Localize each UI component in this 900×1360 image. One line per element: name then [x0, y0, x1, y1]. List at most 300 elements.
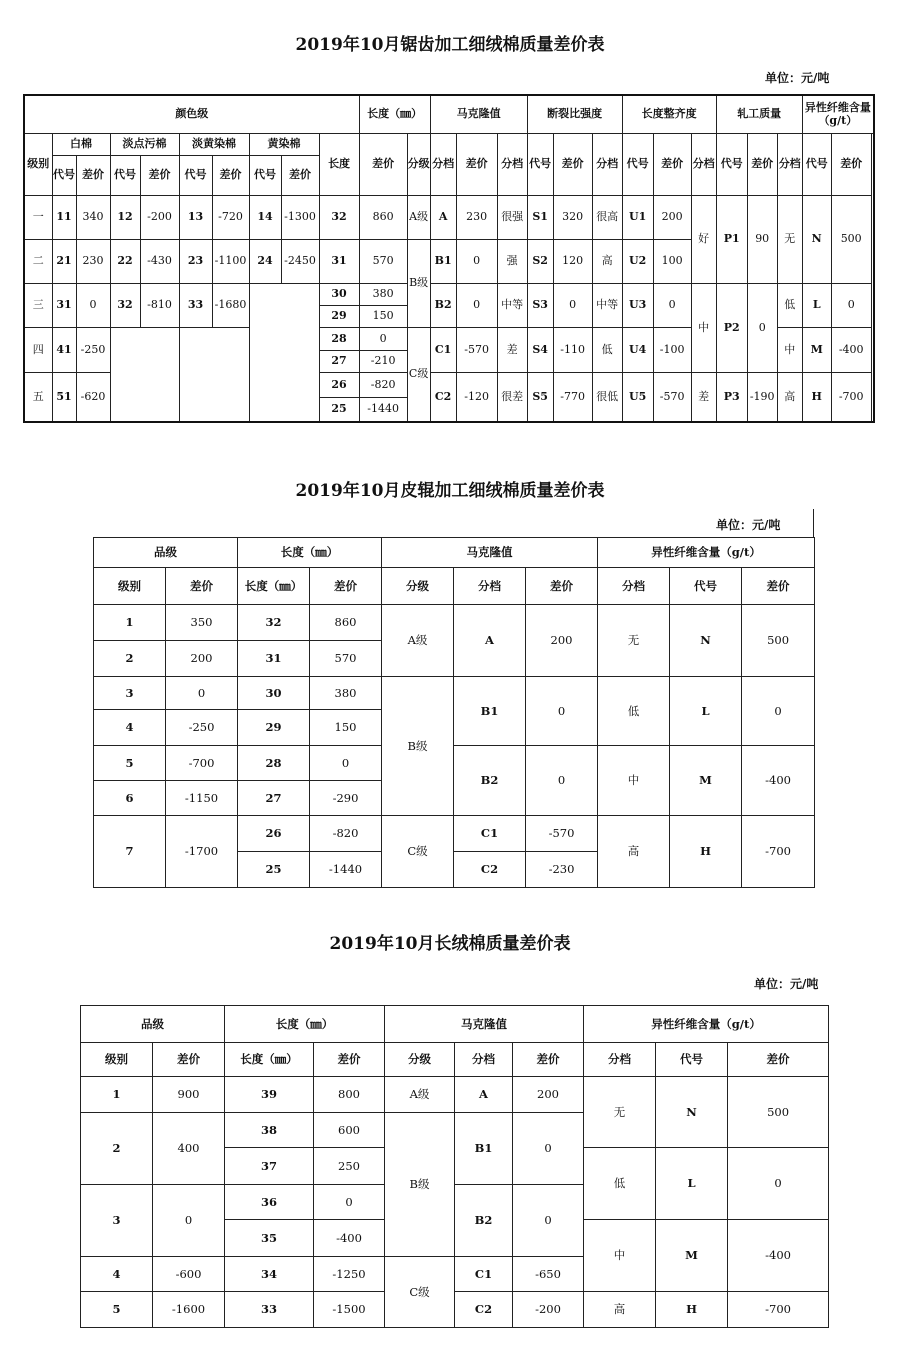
- mic-tier: A: [455, 1077, 513, 1113]
- ff-tier-header: 分档: [777, 133, 802, 195]
- length-value: 33: [225, 1292, 314, 1328]
- micronaire-header: 马克隆值: [385, 1006, 584, 1043]
- grade-cell: 5: [81, 1292, 153, 1328]
- length-group-header: 长度（㎜）: [225, 1006, 385, 1043]
- roller-gin-price-table: [93, 537, 815, 888]
- ff-diff: -700: [742, 816, 815, 888]
- mic-diff: 0: [526, 746, 598, 816]
- ly-code: 33: [179, 283, 212, 327]
- uni-diff: -100: [653, 327, 691, 372]
- ly-diff: -1100: [212, 239, 249, 283]
- grade-group-header: 品级: [81, 1006, 225, 1043]
- header-row-1: [24, 95, 874, 133]
- grade-cell: 2: [94, 641, 166, 677]
- ly-code-header: 代号: [179, 155, 212, 195]
- mic-class-header: 分级: [385, 1043, 455, 1077]
- y-code-header: 代号: [249, 155, 281, 195]
- y-diff-header: 差价: [281, 155, 319, 195]
- ff-code: L: [656, 1148, 728, 1220]
- y-code: 24: [249, 239, 281, 283]
- white-diff: 0: [76, 283, 110, 327]
- grade-diff: 0: [153, 1185, 225, 1257]
- ly-diff-header: 差价: [212, 155, 249, 195]
- ly-diff: -720: [212, 195, 249, 239]
- length-value: 30: [319, 283, 359, 305]
- str-diff: -770: [553, 372, 592, 422]
- str-tier: 很强: [497, 195, 527, 239]
- uni-diff: -570: [653, 372, 691, 422]
- ff-diff: 500: [742, 605, 815, 677]
- mic-diff: 0: [456, 239, 497, 283]
- length-value: 29: [238, 710, 310, 746]
- uni-diff: 0: [653, 283, 691, 327]
- grade-cell: 二: [24, 239, 52, 283]
- mic-class: C级: [385, 1257, 455, 1328]
- mic-tier: C2: [430, 372, 456, 422]
- mic-class-header: 分级: [407, 133, 430, 195]
- strength-header: 断裂比强度: [527, 95, 622, 133]
- length-diff: 150: [310, 710, 382, 746]
- length-value: 27: [319, 350, 359, 372]
- grade-cell: 2: [81, 1113, 153, 1185]
- ff-diff: 0: [831, 283, 871, 327]
- length-diff: 570: [359, 239, 407, 283]
- gin-tier: 差: [691, 372, 716, 422]
- ff-tier-header: 分档: [598, 568, 670, 605]
- ff-tier: 高: [584, 1292, 656, 1328]
- mic-tier: B2: [455, 1185, 513, 1257]
- gin-code: P1: [716, 195, 747, 283]
- length-value: 39: [225, 1077, 314, 1113]
- str-code-header: 代号: [527, 133, 553, 195]
- ff-diff: -700: [831, 372, 871, 422]
- ff-tier: 高: [777, 372, 802, 422]
- ff-diff: -400: [831, 327, 871, 372]
- mic-diff: 0: [526, 677, 598, 746]
- ff-code: H: [670, 816, 742, 888]
- white-diff: 340: [76, 195, 110, 239]
- length-group-header: 长度（㎜）: [238, 538, 382, 568]
- length-diff: 150: [359, 305, 407, 327]
- length-diff: 250: [314, 1148, 385, 1185]
- mic-diff: -230: [526, 852, 598, 888]
- header-row-2: [24, 133, 874, 155]
- ff-diff: 500: [831, 195, 871, 283]
- doc1-unit: 单位：元/吨: [765, 71, 830, 85]
- uni-code: U1: [622, 195, 653, 239]
- mic-diff: 200: [526, 605, 598, 677]
- ginning-header: 轧工质量: [716, 95, 802, 133]
- length-diff: -1440: [310, 852, 382, 888]
- table-row: [94, 746, 815, 781]
- length-value: 31: [319, 239, 359, 283]
- ff-tier: 无: [598, 605, 670, 677]
- gin-diff: 0: [747, 283, 777, 372]
- table-row: [94, 677, 815, 710]
- length-diff-header: 差价: [359, 133, 407, 195]
- spot-code: 22: [110, 239, 140, 283]
- ff-code: M: [670, 746, 742, 816]
- spot-diff: -810: [140, 283, 179, 327]
- y-diff: -2450: [281, 239, 319, 283]
- gin-diff-header: 差价: [747, 133, 777, 195]
- uni-code: U3: [622, 283, 653, 327]
- mic-class: C级: [382, 816, 454, 888]
- str-tier: 中等: [497, 283, 527, 327]
- grade-diff: 200: [166, 641, 238, 677]
- length-header: 长度（㎜）: [359, 95, 430, 133]
- table-row: [94, 605, 815, 641]
- grade-cell: 5: [94, 746, 166, 781]
- length-value: 32: [319, 195, 359, 239]
- spot-diff-header: 差价: [140, 155, 179, 195]
- mic-diff-header: 差价: [526, 568, 598, 605]
- str-tier: 强: [497, 239, 527, 283]
- length-col-header: 长度（㎜）: [225, 1043, 314, 1077]
- ff-tier-header: 分档: [584, 1043, 656, 1077]
- mic-class: A级: [385, 1077, 455, 1113]
- ff-code: L: [670, 677, 742, 746]
- str-code: S2: [527, 239, 553, 283]
- gin-code: P2: [716, 283, 747, 372]
- grade-cell: 一: [24, 195, 52, 239]
- ff-tier: 低: [584, 1148, 656, 1220]
- length-diff: -820: [310, 816, 382, 852]
- ff-code: N: [802, 195, 831, 283]
- ff-tier: 无: [777, 195, 802, 283]
- length-diff: 380: [310, 677, 382, 710]
- ff-tier: 高: [598, 816, 670, 888]
- length-value: 28: [238, 746, 310, 781]
- doc2-title: 2019年10月皮辊加工细绒棉质量差价表: [295, 481, 605, 501]
- mic-diff: -120: [456, 372, 497, 422]
- table-row: [94, 816, 815, 852]
- length-diff: 860: [359, 195, 407, 239]
- mic-diff-header: 差价: [513, 1043, 584, 1077]
- length-col-header: 长度（㎜）: [238, 568, 310, 605]
- mic-diff: 0: [513, 1113, 584, 1185]
- mic-class: B级: [407, 239, 430, 327]
- grade-diff-header: 差价: [153, 1043, 225, 1077]
- micronaire-header: 马克隆值: [430, 95, 527, 133]
- doc2-unit: 单位：元/吨: [716, 518, 781, 532]
- mic-diff: -200: [513, 1292, 584, 1328]
- foreign-fiber-header: 异性纤维含量（g/t）: [584, 1006, 829, 1043]
- length-value: 35: [225, 1220, 314, 1257]
- str-diff-header: 差价: [553, 133, 592, 195]
- gin-tier-header: 分档: [691, 133, 716, 195]
- grade-cell: 五: [24, 372, 52, 422]
- white-diff: -620: [76, 372, 110, 422]
- length-value: 27: [238, 781, 310, 816]
- doc1-title: 2019年10月锯齿加工细绒棉质量差价表: [295, 35, 605, 55]
- mic-tier-header: 分档: [454, 568, 526, 605]
- grade-header: 级别: [94, 568, 166, 605]
- mic-tier-header: 分档: [455, 1043, 513, 1077]
- grade-diff: -700: [166, 746, 238, 781]
- grade-header: 级别: [24, 133, 52, 195]
- mic-tier: C2: [455, 1292, 513, 1328]
- mic-diff-header: 差价: [456, 133, 497, 195]
- length-diff-header: 差价: [314, 1043, 385, 1077]
- doc3-title: 2019年10月长绒棉质量差价表: [329, 934, 571, 954]
- table-row: [24, 283, 874, 305]
- grade-diff: -1600: [153, 1292, 225, 1328]
- uni-tier-header: 分档: [592, 133, 622, 195]
- mic-diff: -570: [456, 327, 497, 372]
- ff-tier: 无: [584, 1077, 656, 1148]
- color-grade-header: 颜色级: [24, 95, 359, 133]
- ff-code: M: [802, 327, 831, 372]
- mic-tier: B1: [430, 239, 456, 283]
- uniformity-header: 长度整齐度: [622, 95, 716, 133]
- length-value: 26: [238, 816, 310, 852]
- mic-tier: A: [430, 195, 456, 239]
- length-diff: 570: [310, 641, 382, 677]
- grade-cell: 三: [24, 283, 52, 327]
- yellow-header: 黄染棉: [249, 133, 319, 155]
- length-diff: 600: [314, 1113, 385, 1148]
- grade-cell: 四: [24, 327, 52, 372]
- mic-tier: C1: [430, 327, 456, 372]
- empty-cell: [110, 327, 179, 422]
- white-code: 41: [52, 327, 76, 372]
- light-yellow-header: 淡黄染棉: [179, 133, 249, 155]
- length-value: 36: [225, 1185, 314, 1220]
- length-diff: 0: [314, 1185, 385, 1220]
- length-value: 32: [238, 605, 310, 641]
- mic-diff: 0: [456, 283, 497, 327]
- length-diff-header: 差价: [310, 568, 382, 605]
- gin-diff: 90: [747, 195, 777, 283]
- white-code: 11: [52, 195, 76, 239]
- ff-tier: 中: [584, 1220, 656, 1292]
- ff-code: L: [802, 283, 831, 327]
- doc2-unit-divider: [813, 509, 814, 537]
- gin-code: P3: [716, 372, 747, 422]
- grade-diff: -1150: [166, 781, 238, 816]
- grade-diff-header: 差价: [166, 568, 238, 605]
- length-diff: -1500: [314, 1292, 385, 1328]
- spot-code: 12: [110, 195, 140, 239]
- light-spot-header: 淡点污棉: [110, 133, 179, 155]
- gin-diff: -190: [747, 372, 777, 422]
- uni-tier: 低: [592, 327, 622, 372]
- ff-code-header: 代号: [802, 133, 831, 195]
- uni-code-header: 代号: [622, 133, 653, 195]
- white-code-header: 代号: [52, 155, 76, 195]
- length-value: 25: [319, 397, 359, 422]
- mic-tier: A: [454, 605, 526, 677]
- ly-code: 23: [179, 239, 212, 283]
- grade-diff: 400: [153, 1113, 225, 1185]
- spot-diff: -200: [140, 195, 179, 239]
- length-diff: -820: [359, 372, 407, 397]
- white-diff: 230: [76, 239, 110, 283]
- length-value: 26: [319, 372, 359, 397]
- white-cotton-header: 白棉: [52, 133, 110, 155]
- mic-tier: B1: [454, 677, 526, 746]
- mic-class: A级: [382, 605, 454, 677]
- ff-diff: 0: [742, 677, 815, 746]
- grade-cell: 1: [94, 605, 166, 641]
- ff-code-header: 代号: [670, 568, 742, 605]
- str-diff: 120: [553, 239, 592, 283]
- mic-class: C级: [407, 327, 430, 422]
- grade-cell: 3: [81, 1185, 153, 1257]
- ff-tier: 低: [777, 283, 802, 327]
- gin-tier: 中: [691, 283, 716, 372]
- white-diff-header: 差价: [76, 155, 110, 195]
- length-value: 37: [225, 1148, 314, 1185]
- mic-class: B级: [385, 1113, 455, 1257]
- grade-cell: 4: [94, 710, 166, 746]
- grade-header: 级别: [81, 1043, 153, 1077]
- uni-tier: 很高: [592, 195, 622, 239]
- mic-tier-header: 分档: [430, 133, 456, 195]
- grade-diff: 0: [166, 677, 238, 710]
- mic-tier: B2: [454, 746, 526, 816]
- ff-diff-header: 差价: [831, 133, 871, 195]
- length-diff: -290: [310, 781, 382, 816]
- table-row: [81, 1292, 829, 1328]
- ff-code: M: [656, 1220, 728, 1292]
- length-value: 28: [319, 327, 359, 350]
- mic-tier: C1: [454, 816, 526, 852]
- grade-cell: 7: [94, 816, 166, 888]
- ff-diff-header: 差价: [742, 568, 815, 605]
- length-diff: 0: [310, 746, 382, 781]
- sawgin-price-table: [23, 94, 875, 423]
- y-diff: -1300: [281, 195, 319, 239]
- white-code: 31: [52, 283, 76, 327]
- uni-code: U2: [622, 239, 653, 283]
- ly-diff: -1680: [212, 283, 249, 327]
- empty-cell: [179, 327, 249, 422]
- ff-diff: -700: [728, 1292, 829, 1328]
- length-diff: -1250: [314, 1257, 385, 1292]
- ff-code-header: 代号: [656, 1043, 728, 1077]
- spot-diff: -430: [140, 239, 179, 283]
- str-code: S3: [527, 283, 553, 327]
- length-diff: -400: [314, 1220, 385, 1257]
- length-diff: 380: [359, 283, 407, 305]
- ly-code: 13: [179, 195, 212, 239]
- ff-code: N: [656, 1077, 728, 1148]
- white-code: 51: [52, 372, 76, 422]
- table-row: [81, 1077, 829, 1113]
- length-diff: 0: [359, 327, 407, 350]
- foreign-fiber-header: 异性纤维含量（g/t）: [802, 95, 874, 133]
- str-diff: 0: [553, 283, 592, 327]
- mic-tier: C1: [455, 1257, 513, 1292]
- mic-diff: 0: [513, 1185, 584, 1257]
- mic-diff: -650: [513, 1257, 584, 1292]
- length-value: 31: [238, 641, 310, 677]
- str-diff: -110: [553, 327, 592, 372]
- mic-class: B级: [382, 677, 454, 816]
- ff-code: H: [802, 372, 831, 422]
- white-diff: -250: [76, 327, 110, 372]
- ff-diff: 0: [728, 1148, 829, 1220]
- grade-cell: 4: [81, 1257, 153, 1292]
- mic-class: A级: [407, 195, 430, 239]
- mic-class-header: 分级: [382, 568, 454, 605]
- table-row: [24, 195, 874, 217]
- length-diff: -1440: [359, 397, 407, 422]
- uni-diff: 200: [653, 195, 691, 239]
- uni-tier: 很低: [592, 372, 622, 422]
- ff-tier: 低: [598, 677, 670, 746]
- str-code: S1: [527, 195, 553, 239]
- length-diff: 860: [310, 605, 382, 641]
- length-value: 29: [319, 305, 359, 327]
- spot-code: 32: [110, 283, 140, 327]
- grade-cell: 3: [94, 677, 166, 710]
- ff-diff: -400: [742, 746, 815, 816]
- doc3-unit: 单位：元/吨: [754, 977, 819, 991]
- ff-tier: 中: [598, 746, 670, 816]
- mic-tier: C2: [454, 852, 526, 888]
- grade-cell: 1: [81, 1077, 153, 1113]
- mic-diff: -570: [526, 816, 598, 852]
- str-tier: 很差: [497, 372, 527, 422]
- uni-diff-header: 差价: [653, 133, 691, 195]
- mic-tier: B2: [430, 283, 456, 327]
- length-col-header: 长度: [319, 133, 359, 195]
- white-code: 21: [52, 239, 76, 283]
- uni-tier: 高: [592, 239, 622, 283]
- empty-cell: [249, 283, 319, 422]
- grade-diff: -1700: [166, 816, 238, 888]
- uni-code: U5: [622, 372, 653, 422]
- str-tier: 差: [497, 327, 527, 372]
- ff-code: N: [670, 605, 742, 677]
- mic-tier: B1: [455, 1113, 513, 1185]
- length-value: 30: [238, 677, 310, 710]
- uni-code: U4: [622, 327, 653, 372]
- ff-tier: 中: [777, 327, 802, 372]
- grade-diff: 900: [153, 1077, 225, 1113]
- ff-diff: -400: [728, 1220, 829, 1292]
- grade-diff: -600: [153, 1257, 225, 1292]
- length-value: 38: [225, 1113, 314, 1148]
- str-tier-header: 分档: [497, 133, 527, 195]
- uni-tier: 中等: [592, 283, 622, 327]
- grade-cell: 6: [94, 781, 166, 816]
- ff-diff: 500: [728, 1077, 829, 1148]
- mic-diff: 200: [513, 1077, 584, 1113]
- spot-code-header: 代号: [110, 155, 140, 195]
- gin-tier: 好: [691, 195, 716, 283]
- long-staple-price-table: [80, 1005, 829, 1328]
- ff-diff-header: 差价: [728, 1043, 829, 1077]
- foreign-fiber-header: 异性纤维含量（g/t）: [598, 538, 815, 568]
- mic-diff: 230: [456, 195, 497, 239]
- str-code: S5: [527, 372, 553, 422]
- length-value: 34: [225, 1257, 314, 1292]
- gin-code-header: 代号: [716, 133, 747, 195]
- y-code: 14: [249, 195, 281, 239]
- ff-code: H: [656, 1292, 728, 1328]
- str-diff: 320: [553, 195, 592, 239]
- uni-diff: 100: [653, 239, 691, 283]
- length-diff: -210: [359, 350, 407, 372]
- grade-diff: -250: [166, 710, 238, 746]
- grade-group-header: 品级: [94, 538, 238, 568]
- length-value: 25: [238, 852, 310, 888]
- length-diff: 800: [314, 1077, 385, 1113]
